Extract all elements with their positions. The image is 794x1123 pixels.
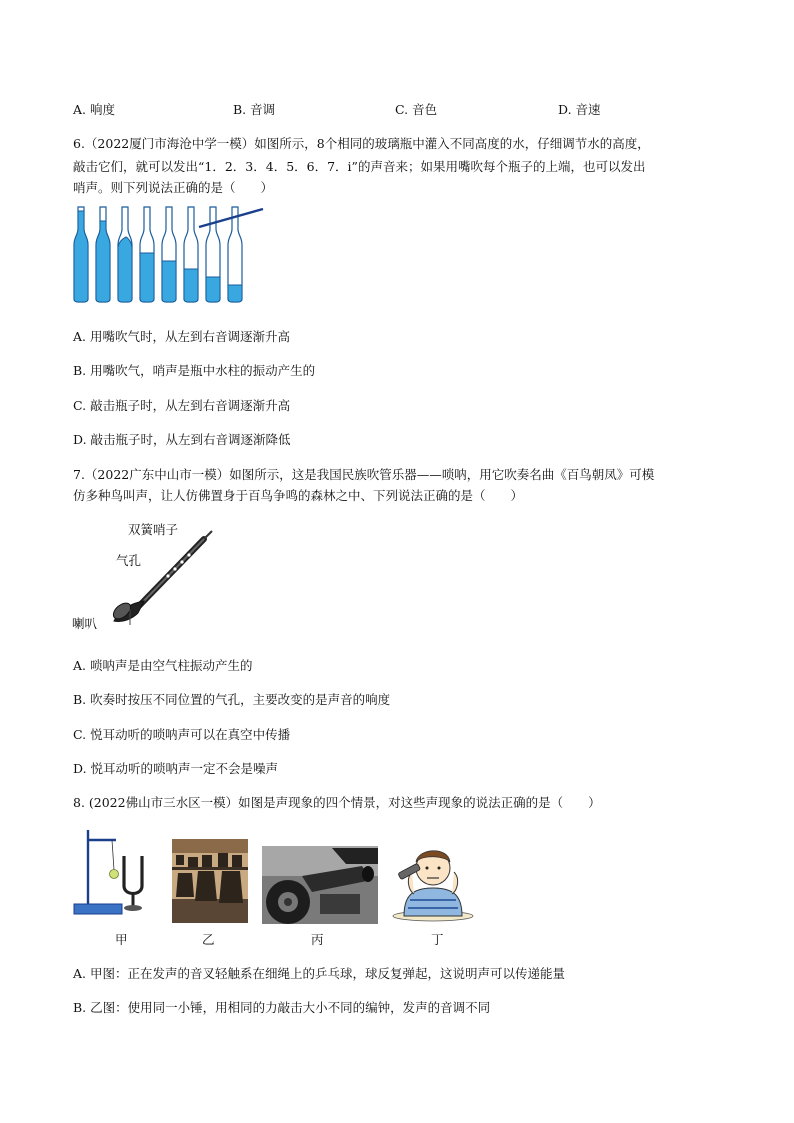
suona-figure	[108, 525, 218, 635]
suona-label-hole: 气孔	[116, 553, 142, 568]
figure-label-yi: 乙	[202, 932, 215, 947]
bottle-5	[162, 207, 176, 302]
q8-stem: 8. (2022佛山市三水区一模）如图是声现象的四个情景，对这些声现象的说法正确的是（ ）	[73, 795, 601, 810]
q7-option-c: C. 悦耳动听的唢呐声可以在真空中传播	[73, 727, 291, 742]
suona-label-horn: 喇叭	[72, 616, 98, 631]
q5-option-a: A. 响度	[73, 102, 115, 117]
covering-ears-figure	[390, 838, 476, 924]
q5-option-d: D. 音速	[558, 102, 601, 117]
bottle-4	[140, 207, 154, 302]
q6-stem-line-3: 哨声。则下列说法正确的是（ ）	[73, 180, 274, 195]
motorcycle-muffler-photo	[262, 846, 378, 924]
figure-label-ding: 丁	[431, 932, 444, 947]
bianzhong-bells-photo	[172, 839, 248, 923]
q7-option-d: D. 悦耳动听的唢呐声一定不会是噪声	[73, 761, 279, 776]
bottle-2	[96, 207, 110, 302]
horn-bell-icon	[110, 600, 144, 622]
q6-option-b: B. 用嘴吹气，哨声是瓶中水柱的振动产生的	[73, 363, 316, 378]
bottle-1	[74, 207, 88, 302]
q8-option-a: A. 甲图：正在发声的音叉轻触系在细绳上的乒乓球，球反复弹起，这说明声可以传递能量	[73, 966, 565, 981]
q7-option-a: A. 唢呐声是由空气柱振动产生的	[73, 658, 253, 673]
bottle-3	[118, 207, 132, 302]
q7-stem-line-1: 7.（2022广东中山市一模）如图所示，这是我国民族吹管乐器——唢呐，用它吹奏名曲《百鸟朝凤》可模	[73, 467, 655, 482]
suona-label-reed: 双簧哨子	[128, 522, 179, 537]
q5-option-c: C. 音色	[395, 102, 438, 117]
q6-stem-line-2: 敲击它们，就可以发出“1．2．3．4．5．6．7．i”的声音来；如果用嘴吹每个瓶子的上端，也可以发出	[73, 159, 646, 174]
q7-option-b: B. 吹奏时按压不同位置的气孔，主要改变的是声音的响度	[73, 692, 391, 707]
q7-stem-line-2: 仿多种鸟叫声，让人仿佛置身于百鸟争鸣的森林之中、下列说法正确的是（ ）	[73, 488, 524, 503]
striking-stick-icon	[195, 205, 267, 231]
tuning-fork-figure	[72, 826, 152, 918]
q6-option-c: C. 敲击瓶子时，从左到右音调逐渐升高	[73, 398, 291, 413]
figure-label-bing: 丙	[311, 932, 324, 947]
figure-label-jia: 甲	[115, 932, 128, 947]
q8-option-b: B. 乙图：使用同一小锤，用相同的力敲击大小不同的编钟，发声的音调不同	[73, 1000, 491, 1015]
q5-option-b: B. 音调	[233, 102, 276, 117]
q6-option-d: D. 敲击瓶子时，从左到右音调逐渐降低	[73, 432, 291, 447]
q6-stem-line-1: 6.（2022厦门市海沧中学一模）如图所示，8个相同的玻璃瓶中灌入不同高度的水，仔细调节水的高度，	[73, 136, 650, 151]
suona-body	[138, 531, 212, 607]
q5-options	[73, 100, 733, 116]
q6-option-a: A. 用嘴吹气时，从左到右音调逐渐升高	[73, 329, 290, 344]
